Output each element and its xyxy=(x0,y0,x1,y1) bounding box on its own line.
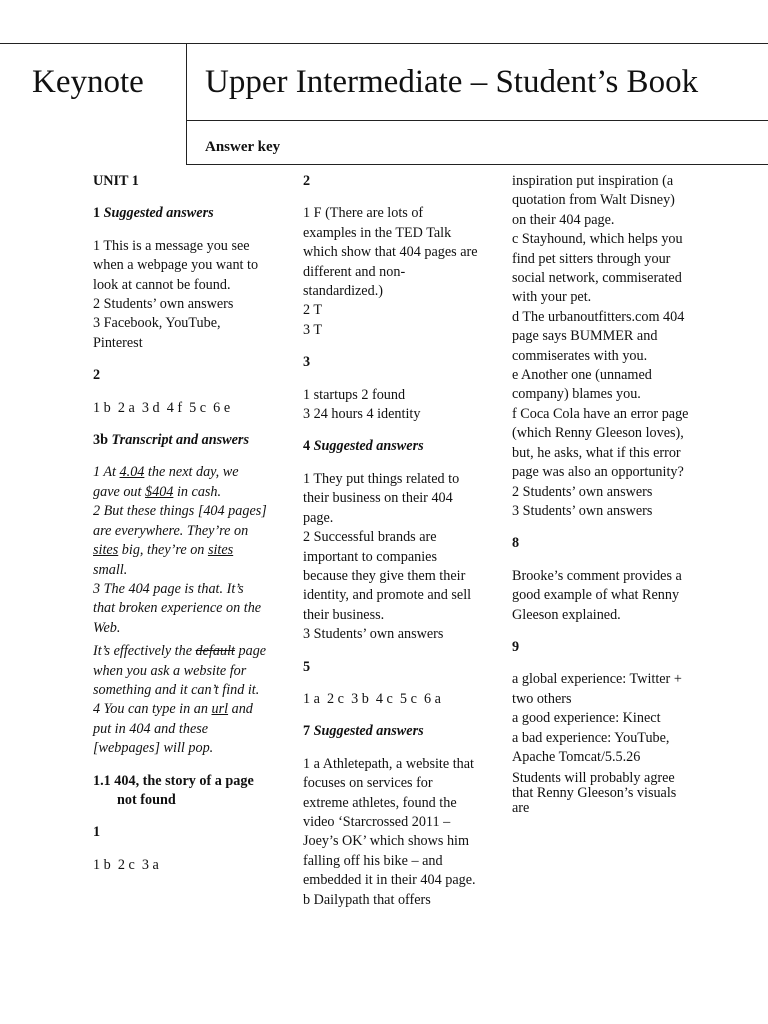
transcript-block: It’s effectively the default page when you ask a website for something and it can’t find it. 4 You can type in an url and put in 404 and these [webpages] will pop. xyxy=(93,643,267,757)
answer-block: 1 F (There are lots of examples in the TED Talk which show that 404 pages are different and non-standardized.) 2 T 3 T xyxy=(303,205,478,338)
column-2 xyxy=(303,172,478,923)
transcript-block: 1 At 4.04 the next day, we gave out $404 in cash. 2 But these things [404 pages] are everywhere. They’re on sites big, they’re on sites small. 3 The 404 page is that. It’s that broken experience on the Web. xyxy=(93,464,267,636)
exercise-heading: 7 Suggested answers xyxy=(303,723,424,740)
exercise-heading: 1 Suggested answers xyxy=(93,205,214,222)
answer-key-label: Answer key xyxy=(205,139,281,155)
exercise-heading: 1 xyxy=(93,824,101,841)
column-3 xyxy=(512,172,690,829)
answer-text: Students will probably agree that Renny Gleeson’s visuals are xyxy=(512,770,677,817)
answer-line: 1 b 2 c 3 a xyxy=(93,856,159,873)
header-divider xyxy=(186,43,187,164)
header-top-rule xyxy=(0,43,768,44)
answer-line: 1 b 2 a 3 d 4 f 5 c 6 e xyxy=(93,399,231,416)
book-title: Upper Intermediate – Student’s Book xyxy=(205,64,699,100)
exercise-heading: 5 xyxy=(303,658,311,675)
answer-block: inspiration put inspiration (a quotation from Walt Disney) on their 404 page. c Stayhound, which helps you find pet sitters through your social network, commiserated with your pet. d The urbanoutfitters.com 404 page says BUMMER and commiserates with you. e Another one (unnamed company) blames you. f Coca Cola have an error page (which Renny Gleeson loves), but, he asks, what if this error page was also an opportunity? 2 Students’ own answers 3 Students’ own answers xyxy=(512,173,689,519)
exercise-heading: 3 xyxy=(303,354,311,371)
header-mid-rule xyxy=(186,120,768,121)
exercise-heading: 9 xyxy=(512,638,520,655)
answer-block: a global experience: Twitter + two others a good experience: Kinect a bad experience: YouTube, Apache Tomcat/5.5.26 xyxy=(512,671,682,765)
exercise-heading: 8 xyxy=(512,535,520,552)
unit-heading: UNIT 1 xyxy=(93,173,139,189)
answer-line: 1 a 2 c 3 b 4 c 5 c 6 a xyxy=(303,690,441,707)
column-1 xyxy=(93,172,268,888)
exercise-heading: 3b Transcript and answers xyxy=(93,432,249,449)
brand-name: Keynote xyxy=(32,64,144,100)
answer-block: 1 They put things related to their business on their 404 page. 2 Successful brands are important to companies because they give them their identity, and promote and sell their business. 3 Students’ own answers xyxy=(303,470,472,643)
answer-block: 1 a Athletepath, a website that focuses on services for extreme athletes, found the video ‘Starcrossed 2011 – Joey’s OK’ which shows him falling off his bike – and embedded it in their 404 page. b Dailypath that offers xyxy=(303,755,476,908)
exercise-heading: 4 Suggested answers xyxy=(303,438,424,455)
answer-text: Brooke’s comment provides a good example of what Renny Gleeson explained. xyxy=(512,567,682,623)
answer-block: 1 startups 2 found 3 24 hours 4 identity xyxy=(303,386,421,423)
section-title: 1.1 404, the story of a page not found xyxy=(93,772,254,808)
exercise-heading: 2 xyxy=(303,173,311,189)
exercise-heading: 2 xyxy=(93,367,101,384)
header-bottom-rule xyxy=(186,164,768,165)
answer-block: 1 This is a message you see when a webpage you want to look at cannot be found. 2 Students’ own answers 3 Facebook, YouTube, Pinterest xyxy=(93,237,259,351)
